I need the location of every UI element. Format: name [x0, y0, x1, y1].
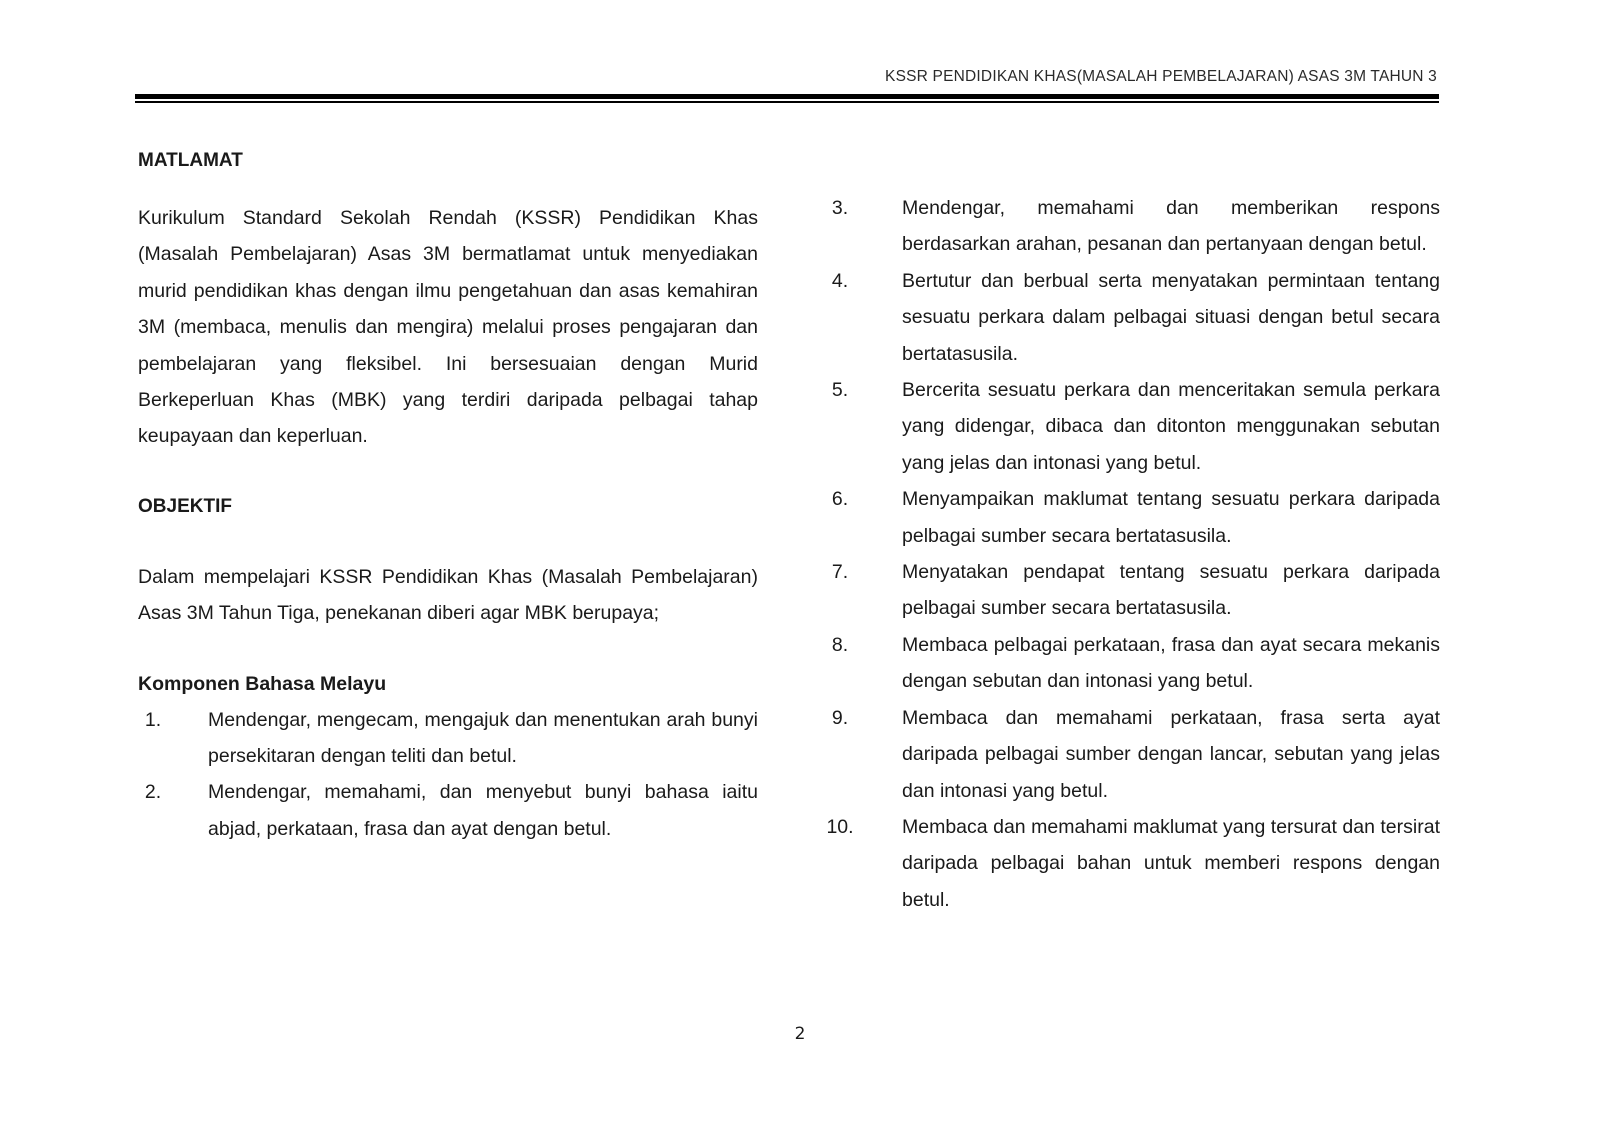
list-item — [820, 263, 1440, 372]
list-item-text: Membaca pelbagai perkataan, frasa dan ayat secara mekanis dengan sebutan dan intonasi yang betul. — [902, 633, 1440, 693]
list-item — [820, 554, 1440, 627]
list-item-number: 3. — [831, 197, 849, 219]
list-item-text: Bercerita sesuatu perkara dan menceritakan semula perkara yang didengar, dibaca dan ditonton menggunakan sebutan yang jelas dan intonasi yang betul. — [902, 379, 1440, 474]
list-item-number: 8. — [831, 633, 849, 656]
header-rule-thick — [135, 94, 1439, 99]
list-item-number: 6. — [831, 488, 849, 511]
list-item — [820, 627, 1440, 700]
objective-list-right — [820, 190, 1440, 918]
list-item-number: 9. — [831, 706, 849, 729]
list-item-number: 10. — [826, 815, 854, 838]
list-item — [820, 190, 1440, 263]
list-item — [138, 702, 758, 775]
list-item — [820, 809, 1440, 918]
list-item-number: 5. — [831, 379, 849, 402]
list-item-text: Mendengar, memahami dan memberikan respons berdasarkan arahan, pesanan dan pertanyaan dengan betul. — [902, 197, 1440, 256]
list-item — [820, 372, 1440, 481]
objektif-paragraph: Dalam mempelajari KSSR Pendidikan Khas (Masalah Pembelajaran) Asas 3M Tahun Tiga, penekanan diberi agar MBK berupaya; — [138, 565, 758, 625]
page-number: 2 — [794, 1024, 806, 1044]
list-item-text: Bertutur dan berbual serta menyatakan permintaan tentang sesuatu perkara dalam pelbagai situasi dengan betul secara bertatasusila. — [902, 269, 1440, 365]
header-rule-thin — [135, 101, 1439, 103]
list-item-text: Membaca dan memahami maklumat yang tersurat dan tersirat daripada pelbagai bahan untuk memberi respons dengan betul. — [902, 815, 1440, 911]
list-item-text: Membaca dan memahami perkataan, frasa serta ayat daripada pelbagai sumber dengan lancar, sebutan yang jelas dan intonasi yang betul. — [902, 706, 1440, 802]
objektif-heading: OBJEKTIF — [138, 495, 232, 517]
running-header: KSSR PENDIDIKAN KHAS(MASALAH PEMBELAJARAN) ASAS 3M TAHUN 3 — [885, 68, 1437, 85]
list-item-text: Mendengar, memahami, dan menyebut bunyi bahasa iaitu abjad, perkataan, frasa dan ayat dengan betul. — [208, 781, 758, 840]
list-item — [820, 700, 1440, 809]
objective-list-left — [138, 702, 758, 848]
matlamat-heading: MATLAMAT — [138, 150, 243, 171]
list-item — [138, 774, 758, 847]
list-item-number: 2. — [144, 781, 162, 804]
list-item-number: 4. — [831, 269, 849, 292]
component-heading: Komponen Bahasa Melayu — [138, 672, 387, 695]
right-column — [820, 190, 1440, 918]
list-item-text: Mendengar, mengecam, mengajuk dan menentukan arah bunyi persekitaran dengan teliti dan betul. — [208, 708, 758, 768]
matlamat-paragraph: Kurikulum Standard Sekolah Rendah (KSSR) Pendidikan Khas (Masalah Pembelajaran) Asas 3M bermatlamat untuk menyediakan murid pendidikan khas dengan ilmu pengetahuan dan asas kemahiran 3M (membaca, menulis dan mengira) melalui proses pengajaran dan pembelajaran yang fleksibel. Ini bersesuaian dengan Murid Berkeperluan Khas (MBK) yang terdiri daripada pelbagai tahap keupayaan dan keperluan. — [138, 207, 758, 448]
list-item-number: 7. — [831, 561, 849, 584]
list-item-text: Menyampaikan maklumat tentang sesuatu perkara daripada pelbagai sumber secara bertatasusila. — [902, 488, 1440, 547]
list-item-number: 1. — [144, 708, 162, 731]
list-item — [820, 481, 1440, 554]
list-item-text: Menyatakan pendapat tentang sesuatu perkara daripada pelbagai sumber secara bertatasusila. — [902, 561, 1440, 620]
left-column — [138, 143, 758, 847]
